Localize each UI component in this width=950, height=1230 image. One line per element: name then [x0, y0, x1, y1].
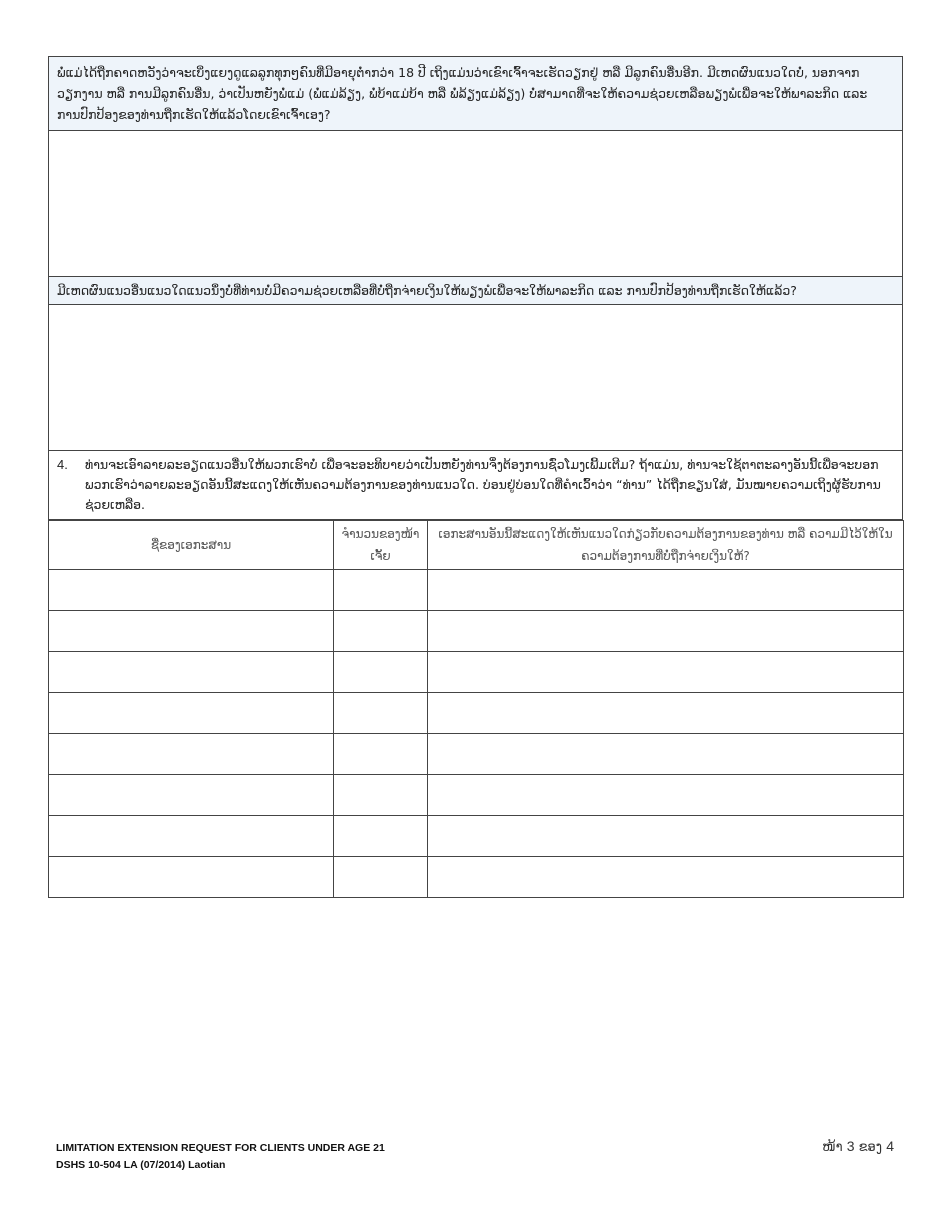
column-document-shows: ເອກະສານອັນນີ້ສະແດງໃຫ້ເຫັນແນວໃດກ່ຽວກັບຄວາມຕ້ອງການຂອງທ່ານ ຫລື ຄວາມມີໄວ້ໃຫ້ໃນຄວາມຕ້ອງການທີ່ບໍ່ຖືກຈ່າຍເງິນໃຫ້?	[428, 521, 904, 570]
column-document-name: ຊື່ຂອງເອກະສານ	[49, 521, 334, 570]
document-name-cell[interactable]	[49, 816, 334, 857]
page-count-cell[interactable]	[334, 570, 428, 611]
document-name-cell[interactable]	[49, 775, 334, 816]
table-row	[49, 652, 904, 693]
page-count-cell[interactable]	[334, 652, 428, 693]
table-row	[49, 734, 904, 775]
document-shows-cell[interactable]	[428, 652, 904, 693]
document-shows-cell[interactable]	[428, 611, 904, 652]
page-indicator	[822, 1138, 894, 1155]
document-shows-cell[interactable]	[428, 693, 904, 734]
question-other-reasons: ມີເຫດຜົນແນວອື່ນແນວໃດແນວນຶ່ງບໍ່ທີ່ທ່ານບໍ່ມີຄວາມຊ່ວຍເຫລືອທີ່ບໍ່ຖືກຈ່າຍເງິນໃຫ້ພຽງພໍເພື່ອຈະໃຫ້ພາລະກິດ ແລະ ການປົກປ້ອງທ່ານຖືກເຮັດໃຫ້ແລ້ວ?	[48, 277, 903, 305]
question-parent-availability: ພໍ່ແມ່ໄດ້ຖືກຄາດຫວັງວ່າຈະເບິ່ງແຍງດູແລລູກທຸກໆຄົນທີ່ມີອາຍຸຕໍ່າກວ່າ 18 ປີ ເຖິງແມ່ນວ່າເຂົາເຈົ້າຈະເຮັດວຽກຢູ່ ຫລື ມີລູກຄົນອື່ນອີກ. ມີເຫດຜົນແນວໃດບໍ່, ນອກຈາກວຽກງານ ຫລື ການມີລູກຄົນອື່ນ, ວ່າເປັນຫຍັງພໍ່ແມ່ (ພໍ່ແມ່ລ້ຽງ, ພໍ່ບ້າແມ່ບ້າ ຫລື ພໍ່ລ້ຽງແມ່ລ້ຽງ) ບໍ່ສາມາດທີ່ຈະໃຫ້ຄວາມຊ່ວຍເຫລືອພຽງພໍເພື່ອຈະໃຫ້ພາລະກິດ ແລະ ການປົກປ້ອງຂອງທ່ານຖືກເຮັດໃຫ້ແລ້ວໂດຍເຂົາເຈົ້າເອງ?	[48, 56, 903, 131]
answer-parent-availability[interactable]	[48, 131, 903, 277]
form-footer	[56, 1140, 385, 1174]
page-count-cell[interactable]	[334, 775, 428, 816]
table-row	[49, 570, 904, 611]
form-number: DSHS 10-504 LA (07/2014) Laotian	[56, 1159, 226, 1171]
form-body	[48, 56, 903, 898]
item-4-text: ທ່ານຈະເອົາລາຍລະອຽດແນວອື່ນໃຫ້ພວກເຮົາບໍ່ ເພື່ອຈະອະທິບາຍວ່າເປັນຫຍັງທ່ານຈຶ່ງຕ້ອງການຊົ່ວໂມງເພີ້ມເຕີມ? ຖ້າແມ່ນ, ທ່ານຈະໃຊ້ຕາຕະລາງອັນນີ້ເພື່ອຈະບອກພວກເຮົາວ່າລາຍລະອຽດອັນນີ້ສະແດງໃຫ້ເຫັນຄວາມຕ້ອງການຂອງທ່ານແນວໃດ. ບ່ອນຢູ່ບ່ອນໃດທີ່ຄຳເວົ້າວ່າ “ທ່ານ” ໄດ້ຖືກຂຽນໃສ່, ມັນໝາຍຄວາມເຖິງຜູ້ຮັບການຊ່ວຍເຫລືອ.	[85, 457, 881, 512]
page-of: ຂອງ	[858, 1140, 883, 1155]
document-shows-cell[interactable]	[428, 816, 904, 857]
table-row	[49, 611, 904, 652]
document-name-cell[interactable]	[49, 693, 334, 734]
document-name-cell[interactable]	[49, 652, 334, 693]
page-count-cell[interactable]	[334, 816, 428, 857]
page-count-cell[interactable]	[334, 611, 428, 652]
document-name-cell[interactable]	[49, 857, 334, 898]
page-total: 4	[886, 1138, 894, 1154]
answer-other-reasons[interactable]	[48, 305, 903, 451]
document-name-cell[interactable]	[49, 734, 334, 775]
documents-table	[48, 520, 904, 898]
item-4-instructions	[48, 451, 903, 520]
page-count-cell[interactable]	[334, 693, 428, 734]
table-header-row	[49, 521, 904, 570]
column-page-count: ຈຳນວນຂອງໜ້າເຈັ້ຍ	[334, 521, 428, 570]
page-word: ໜ້າ	[822, 1140, 843, 1155]
page-current: 3	[846, 1138, 855, 1154]
table-row	[49, 693, 904, 734]
document-name-cell[interactable]	[49, 611, 334, 652]
table-row	[49, 816, 904, 857]
table-row	[49, 857, 904, 898]
page-count-cell[interactable]	[334, 857, 428, 898]
page-count-cell[interactable]	[334, 734, 428, 775]
document-shows-cell[interactable]	[428, 570, 904, 611]
document-shows-cell[interactable]	[428, 734, 904, 775]
item-number: 4.	[57, 457, 68, 472]
document-shows-cell[interactable]	[428, 775, 904, 816]
document-name-cell[interactable]	[49, 570, 334, 611]
document-shows-cell[interactable]	[428, 857, 904, 898]
form-title: LIMITATION EXTENSION REQUEST FOR CLIENTS UNDER AGE 21	[56, 1142, 385, 1154]
table-row	[49, 775, 904, 816]
